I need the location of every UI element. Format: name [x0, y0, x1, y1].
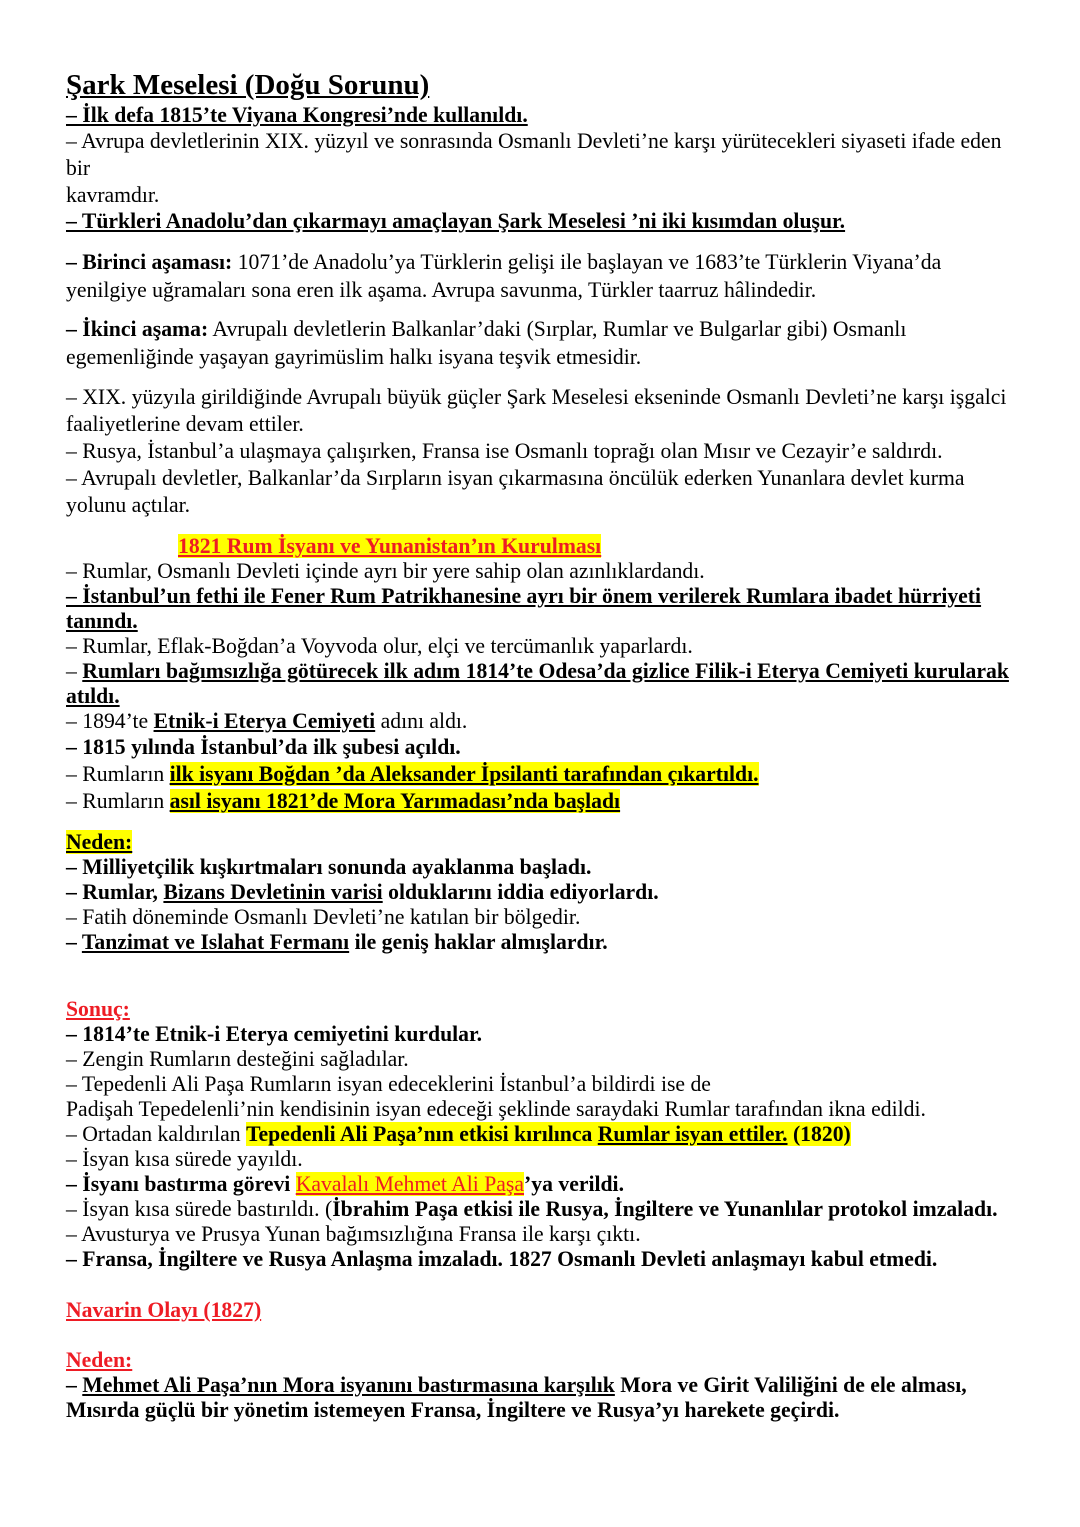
subsection-heading [66, 996, 130, 1022]
subsection-heading [66, 1347, 132, 1373]
bullet-line [66, 1372, 967, 1398]
bullet-dash: – [66, 930, 82, 954]
line-text: – Türkleri Anadolu’dan çıkarmayı amaçlayan Şark Meselesi ’ni iki kısımdan oluşur. [66, 209, 846, 233]
continuation-line [66, 155, 90, 181]
line-text: – İlk defa 1815’te Viyana Kongresi’nde kullanıldı. [66, 103, 528, 127]
page-title: Şark Meselesi (Doğu Sorunu) [66, 69, 430, 101]
bullet-dash: – [66, 659, 83, 683]
bullet-line [66, 438, 943, 464]
line-text: egemenliğinde yaşayan gayrimüslim halkı isyana teşvik etmesidir. [66, 345, 642, 369]
highlighted-text: ilk isyanı Boğdan ’da Aleksander İpsilanti tarafından çıkartıldı. [169, 762, 759, 786]
line-text: – 1815 yılında İstanbul’da ilk şubesi açıldı. [66, 735, 461, 759]
line-text: faaliyetlerine devam ettiler. [66, 412, 304, 436]
line-text: – Tepedenli Ali Paşa Rumların isyan edeceklerini İstanbul’a bildirdi ise de [66, 1072, 711, 1096]
bullet-line [66, 1121, 851, 1147]
bullet-line [66, 633, 693, 659]
bullet-line [66, 583, 981, 609]
section-heading [178, 533, 601, 559]
line-text: – Zengin Rumların desteğini sağladılar. [66, 1047, 409, 1071]
continuation-line [66, 492, 190, 518]
bullet-line [66, 102, 528, 128]
highlighted-name: Kavalalı Mehmet Ali Paşa [295, 1172, 525, 1196]
line-text: – İsyan kısa sürede bastırıldı. ( [66, 1197, 333, 1221]
line-text: Avrupalı devletlerin Balkanlar’daki (Sırplar, Rumlar ve Bulgarlar gibi) Osmanlı [208, 317, 907, 341]
line-text: – Milliyetçilik kışkırtmaları sonunda ayaklanma başladı. [66, 855, 592, 879]
emphasis-text: Tanzimat ve Islahat Fermanı [81, 930, 350, 954]
line-text: ’ya verildi. [524, 1172, 625, 1196]
section-heading [66, 1297, 261, 1323]
line-text: – 1814’te Etnik-i Eterya cemiyetini kurdular. [66, 1022, 483, 1046]
line-text: Padişah Tepedelenli’nin kendisinin isyan edeceği şeklinde saraydaki Rumlar tarafından ikna edildi. [66, 1097, 926, 1121]
bullet-line [66, 558, 705, 584]
bullet-line [66, 854, 591, 880]
line-text: adını aldı. [375, 709, 468, 733]
subsection-heading-text: Sonuç: [66, 997, 130, 1021]
emphasis-text: Mehmet Ali Paşa’nın Mora isyanını bastırmasına karşılık [82, 1373, 615, 1397]
bullet-line [66, 384, 1006, 410]
bullet-line [66, 208, 845, 234]
bullet-line [66, 879, 659, 905]
line-text: yolunu açtılar. [66, 493, 191, 517]
emphasis-text: İbrahim Paşa etkisi ile Rusya, İngiltere ve Yunanlılar protokol imzaladı. [332, 1197, 998, 1221]
bullet-line [66, 658, 1009, 684]
bullet-line [66, 1246, 937, 1272]
line-text: – Avrupalı devletler, Balkanlar’da Sırpların isyan çıkarmasına öncülük ederken Yunanlara devlet kurma [66, 466, 965, 490]
continuation-line [66, 277, 816, 303]
line-text: 1071’de Anadolu’ya Türklerin gelişi ile başlayan ve 1683’te Türklerin Viyana’da [232, 250, 942, 274]
bullet-line [66, 465, 964, 491]
line-text: – Rumlar, Eflak-Boğdan’a Voyvoda olur, elçi ve tercümanlık yaparlardı. [66, 634, 693, 658]
continuation-line [66, 182, 159, 208]
line-text: – Fransa, İngiltere ve Rusya Anlaşma imzaladı. 1827 Osmanlı Devleti anlaşmayı kabul etmedi. [66, 1247, 938, 1271]
highlighted-text: asıl isyanı 1821’de Mora Yarımadası’nda başladı [169, 789, 621, 813]
line-text: Mısırda güçlü bir yönetim istemeyen Fransa, İngiltere ve Rusya’yı harekete geçirdi. [66, 1398, 840, 1422]
emphasis-text: Rumlar isyan ettiler. [597, 1122, 788, 1146]
bullet-line [66, 929, 608, 955]
bullet-line [66, 249, 941, 275]
bullet-line [66, 1021, 482, 1047]
highlighted-text: Tepedenli Ali Paşa’nın etkisi kırılınca [246, 1122, 598, 1146]
line-text: kavramdır. [66, 183, 160, 207]
continuation-line [66, 411, 304, 437]
line-text: – İstanbul’un fethi ile Fener Rum Patrikhanesine ayrı bir önem verilerek Rumlara ibadet hürriyeti [66, 584, 982, 608]
continuation-line [66, 683, 120, 709]
section-heading-text: 1821 Rum İsyanı ve Yunanistan’ın Kurulması [178, 534, 602, 558]
line-text: – Fatih döneminde Osmanlı Devleti’ne katılan bir bölgedir. [66, 905, 581, 929]
line-text: ile geniş haklar almışlardır. [349, 930, 608, 954]
bullet-dash: – [66, 1373, 83, 1397]
bullet-line [66, 734, 461, 760]
bullet-line [66, 128, 1001, 154]
line-text: atıldı. [66, 684, 120, 708]
bullet-line [66, 761, 759, 787]
line-text: – İsyanı bastırma görevi [66, 1172, 296, 1196]
term-label: – İkinci aşama: [66, 317, 209, 341]
term-label: – Birinci aşaması: [66, 250, 233, 274]
line-text: Mora ve Girit Valiliğini de ele alması, [614, 1373, 967, 1397]
bullet-line [66, 708, 467, 734]
line-text: tanındı. [66, 609, 138, 633]
emphasis-text: Bizans Devletinin varisi [163, 880, 383, 904]
line-text: bir [66, 156, 91, 180]
bullet-line [66, 1146, 303, 1172]
line-text: – 1894’te [66, 709, 154, 733]
highlighted-text: (1820) [787, 1122, 851, 1146]
subsection-heading-text: Neden: [66, 1348, 133, 1372]
line-text: – Avrupa devletlerinin XIX. yüzyıl ve sonrasında Osmanlı Devleti’ne karşı yürütecekleri siyaseti ifade eden [66, 129, 1002, 153]
bullet-line [66, 1046, 409, 1072]
section-heading-text: Navarin Olayı (1827) [66, 1298, 262, 1322]
line-text: – Rumların [66, 789, 170, 813]
continuation-line [66, 608, 138, 634]
line-text: Rumları bağımsızlığa götürecek ilk adım 1814’te Odesa’da gizlice Filik-i Eterya Cemiyeti kurularak [82, 659, 1009, 683]
bullet-line [66, 904, 580, 930]
line-text: – Rumlar, Osmanlı Devleti içinde ayrı bir yere sahip olan azınlıklardandı. [66, 559, 705, 583]
bullet-line [66, 1071, 711, 1097]
continuation-line [66, 1096, 926, 1122]
emphasis-text: Etnik-i Eterya Cemiyeti [153, 709, 376, 733]
bullet-line [66, 1171, 624, 1197]
bullet-line [66, 1196, 998, 1222]
line-text: – İsyan kısa sürede yayıldı. [66, 1147, 303, 1171]
continuation-line [66, 1397, 839, 1423]
subsection-heading [66, 829, 132, 855]
bullet-line [66, 788, 620, 814]
line-text: – XIX. yüzyıla girildiğinde Avrupalı büyük güçler Şark Meselesi ekseninde Osmanlı Devleti’ne karşı işgalci [66, 385, 1007, 409]
line-text: – Rusya, İstanbul’a ulaşmaya çalışırken, Fransa ise Osmanlı toprağı olan Mısır ve Cezayir’e saldırdı. [66, 439, 943, 463]
line-text: olduklarını iddia ediyorlardı. [382, 880, 659, 904]
line-text: yenilgiye uğramaları sona eren ilk aşama. Avrupa savunma, Türkler taarruz hâlindedir. [66, 278, 817, 302]
continuation-line [66, 344, 641, 370]
bullet-line [66, 1221, 641, 1247]
line-text: – Ortadan kaldırılan [66, 1122, 247, 1146]
highlighted-group [246, 1122, 851, 1146]
line-text: – Rumlar, [66, 880, 164, 904]
subsection-heading-text: Neden: [66, 830, 133, 854]
line-text: – Rumların [66, 762, 170, 786]
bullet-line [66, 316, 906, 342]
line-text: – Avusturya ve Prusya Yunan bağımsızlığına Fransa ile karşı çıktı. [66, 1222, 641, 1246]
